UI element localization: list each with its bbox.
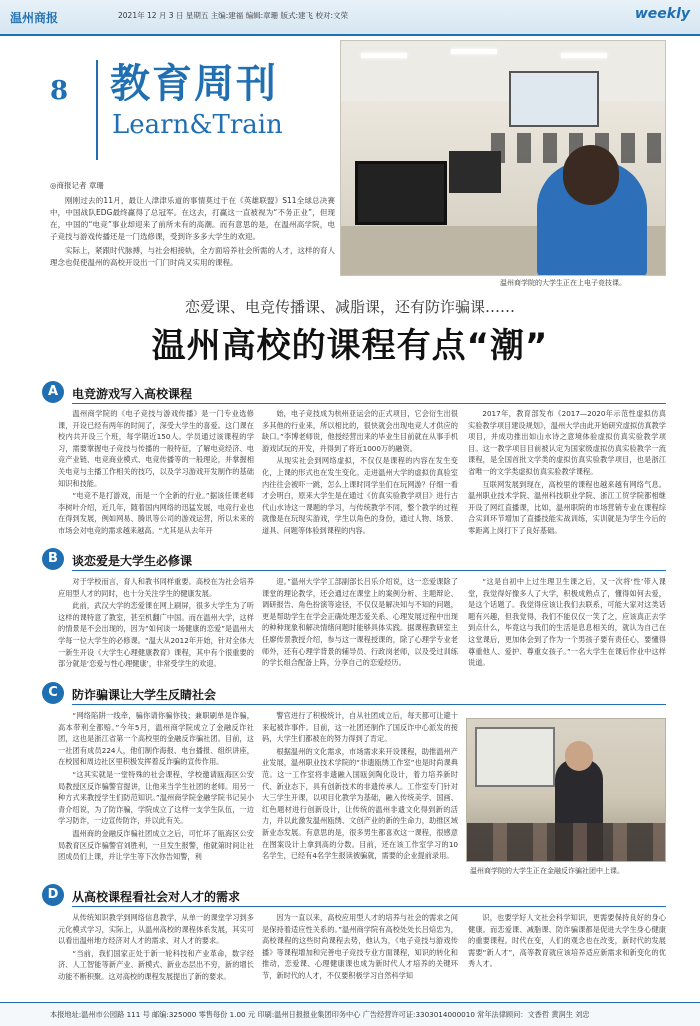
section-b-rule [72,570,666,571]
paragraph: 互联网发展到现在，高校里的课程也越来越有网络气息。温州职业技术学院、温州科技职业学院、浙江工贸学院都相继开设了网红直播课，比如，温州职院的市场营销专业在课程综合实训环节增加了直播技能实战训练，实训就是为学生今后的零距离上岗打下了良好基础。 [468,479,666,535]
section-d-column-1 [58,912,254,998]
section-a-column-3 [468,408,666,560]
footer-text: 本报地址:温州市公园路 111 号 邮编:325000 零售每份 1.00 元 印刷:温州日报报业集团印务中心 广告经营许可证:3303014000010 常年法律顾问：文香哲 黄润生 刘忠 [50,1010,590,1019]
paragraph: “当前，我们国家正处于新一轮科技和产业革命，数字经济、人工智能等新产业、新模式、新业态层出不穷，新的增长动能不断积聚。这对高校的课程发展提出了新的要求。 [58,948,254,981]
section-c-column-1 [58,710,254,880]
section-b-column-1 [58,576,254,680]
student-head [563,145,619,205]
section-d-badge: D [42,884,64,906]
weekly-label: weekly [634,6,690,22]
classroom-board [475,727,555,787]
section-a-rule [72,403,666,404]
section-c-rule [72,704,666,705]
paragraph: “这其实就是一堂特殊的社会课程，学校邀请瓯海区公安局教授区反诈骗警官提讲，让他来当学生社团的老师。用另一种方式来教授学生们防范知识。”温州商学院金融学院书记吴小青介绍说，为了防诈骗，学院成立了这样一支学生队伍，一边学习防诈，一边宣传防诈，并以此有关。 [58,769,254,826]
header-divider [96,60,98,160]
paragraph: “网络陷阱一线牵，骗你请你骗你钱；兼职刷单是诈骗，高本带利全都赔。”今年5月，温州商学院成立了金融反诈社团，这也是浙江省第一个高校里的金融反诈骗社团。目前，这一社团有成员224人，他们制作海报、电台播报、组织讲座，在校园和周边社区里积极发挥着反诈骗的宣传作用。 [58,711,254,767]
paragraph: 根据温州的文化需求，市场需求来开设课程，助推温州产业发展，温州职业技术学院的“非遗瓯绣工作室”也是时尚课典范。这一工作室将非遗融入国瓯剑陶化设计，着力培养新时代、新业态下，具有创新技术的非遗传承人。工作室专门针对大三学生开课，以项目化教学为基础，融入传统美学、国画、红色题材进行创新设计，让传统的温州非遗文化得到新的活力，并以此激发温州瓯绣、文创产业的新的生命力，助推区域新业态发展。有意思的是，很多男生都喜欢这一课程，很感意在图案设计上拿到高的分数。目前，还在该工作室学习的10名学生，已经有4名学生报读被骗就，需要的企业提前录用。 [262,746,458,861]
paragraph: 从传统知识教学到网络信息教学，从单一的课堂学习到多元化模式学习，实际上，从温州高校的课程体系发展，其实可以看出温州地方经济对人才的需求、对人才的要求。 [58,913,254,946]
paper-name: 温州商报 [10,11,59,25]
paragraph: 2017年，教育部发布《2017—2020年示范性虚拟仿真实验教学项目建设规划》，温州大学由此开始研究虚拟仿真教学项目，并成功推出如山水诗之意境体验虚拟仿真实验教学项目。这一教学项目目前被认定为国家级虚拟仿真实验教学一流课程，是全国首批文学类的虚拟仿真实验教学项目，也是浙江省唯一的文学类虚拟仿真实验教学课程。 [468,409,666,476]
ceiling-light [561,53,607,58]
paragraph: 此前，武汉大学的恋爱课在网上刷屏，很多大学生为了听这样的课特意了教室，甚至机翻广中国。而在温州大学，这样的情景是不会出现的，因为“如何谈一场健康的恋爱”是温州大学每一位大学生的必修课。“温大从2012年开始，针对全体大一新生开设《大学生心理健康教育》课程，其中有个很重要的部分就是‘恋爱与性心理健康’，非常受学生的欢迎。 [58,601,254,669]
masthead-bar [0,0,700,36]
paragraph: “这是自初中上过生理卫生课之后，又一次将‘性’带入课堂，我觉得好像多人了大学，积极成熟点了，懂得如何去爱，是这个话题了。我觉得应该让我们去联系，可能大家对这类话题有兴趣，但我觉得，我们不能仅仅一笑了之，应该真正去学到点什么，毕竟这与我们的生活是息息相关的，就认为自己在这堂课后，更加体会到了作为一个男孩子要有责任心，要懂得尊重他人、爱护、尊重女孩子。”一名大学生在课后作业中这样说道。 [468,577,666,668]
computer-monitor [355,161,447,225]
paragraph: 因为一直以来，高校应用型人才的培养与社会的需求之间是保持着适应性关系的。”温州商学院有高校处处长吕焙忠为，高校课程的这些时尚课程去势，他认为，《电子竞技与游戏传播》等课程增加和完善电子竞技专业方面课程，知识的转化和推动，恋爱课、心理健康课也成为新时代人才培养的关键环节，新时代的人才，不仅要积极学习自然科学知 [262,913,458,980]
paragraph: 从现实社会到网络虚拟，不仅仅是课程的内容在发生变化，上课的形式也在发生变化。走进温州大学的虚拟仿真验室内往往会被吓一跳，怎么上课时同学坐们在玩网游？仔细一看才会明白，原来大学生是在通过《仿真实验教学项目》进行古代山水诗这一课题的学习，与传统教学不同，整个教学的过程就像是在玩现实游戏，学生以角色的身份，通过人物、场景、道具、问题等体验到课程的内容。 [262,456,458,535]
intro-text [50,195,335,271]
section-d-rule [72,906,666,907]
section-c-photo-caption: 温州商学院的大学生正在金融反诈骗社团中上课。 [470,867,624,875]
paragraph: 温州商学院的《电子竞技与游戏传播》是一门专业选修课，开设已经有两年的时间了，深受大学生的喜爱。这门课在校内共开设三个班，每学期近150人。学员通过该课程的学习，需要掌握电子竞技与传播的一般特征，了解电竞经济、电竞产业链、电竞商业模式、电竞传播等的一般理论，并掌握相关电竞与主播工作相关的技巧，以及学习游戏开发制作的基础知识和技能。 [58,409,254,488]
section-title: 教育周刊 [110,60,278,107]
section-d-column-2 [262,912,458,998]
section-b-column-3 [468,576,666,680]
ceiling-light [361,53,407,58]
byline: ◎商报记者 章珊 [50,181,104,190]
paragraph: 识，也要学好人文社会科学知识，更需要保持良好的身心健康。而恋爱课、减脂课、防诈骗课都是促进大学生身心健康的重要课程。时代在变，人们的观念也在改变，新时代的发展需要“新人才”，高等教育就应该培养适应新需求和新变化的优秀人才。 [468,913,666,969]
intro-paragraph: 实际上，紧跟时代脉搏，与社会相接轨，全方面培养社会所需的人才，这样的育人理念也促使温州的高校开设出一门门时尚又实用的课程。 [50,246,335,267]
intro-paragraph: 刚刚过去的11月，最让人津津乐道的事情莫过于在《英雄联盟》S11全球总决赛中，中国战队EDG最终赢得了总冠军。在这去，打赢这一直被视为“不务正业”，但现在，中国的“电竞”事业却迎来了前所未有的高潮。而有意思的是，在温州高学院，电子竞技与游戏传播还是一门选修课，受到许多多大学生的欢迎。 [50,196,335,241]
esports-class-photo [340,40,666,276]
section-d-column-3 [468,912,666,998]
headline: 温州高校的课程有点“潮” [151,326,549,366]
paragraph: 始，电子竞技成为杭州亚运会的正式项目，它会衍生出很多其他的行业来，所以相比的，很快就会出现电竞人才供应的缺口。”李博老师说，他授经营出来的毕业生目前就在从事手机游戏试玩的开发，并得到了将近1000万的融资。 [262,409,458,453]
section-c-badge: C [42,682,64,704]
section-b-badge: B [42,548,64,570]
section-subtitle: Learn&Train [112,110,283,140]
section-c-column-2 [262,710,458,880]
paragraph: “电竞不是打游戏，而是一个全新的行业。”据该任课老师李树叶介绍，近几年，随着国内网络的迅猛发展，电竞行业也在得到发展，例如网易、腾讯等公司的游戏运营，所以未来的市场会对电竞的需求越来越高。“尤其是从去年开 [58,491,254,535]
projector-screen [509,71,599,127]
ceiling-light [451,49,497,54]
photo-ceiling [341,41,666,101]
anti-fraud-class-photo [466,718,666,862]
section-b-title: 谈恋爱是大学生必修课 [72,554,193,568]
paragraph: 迎。”温州大学学工部副部长吕乐介绍说，这一恋爱课除了课堂的理论教学，还会通过在课堂上的案例分析、主题辩论、调研报告、角色扮演等途径，不仅仅是解决知与不知的问题，更是帮助学生在学会正确处理恋爱关系、心理发展过程中出现的种种现象和解决情绪问题时能够具体实践。据课程教研室主任廖传景教授介绍，参与这一课程授课的，除了心理学专业老师外，还有心理学背景的辅导员、行政岗老师，以及受过训练的学长组合配备上阵，分享自己的恋爱经历。 [262,577,458,668]
section-a-title: 电竞游戏写入高校课程 [72,387,193,401]
computer-monitor [449,151,501,193]
kicker: 恋爱课、电竞传播课、减脂课，还有防诈骗课…… [184,298,515,316]
page-number: 8 [50,76,69,106]
lecturer-head [565,741,593,771]
section-a-badge: A [42,381,64,403]
issue-meta-line: 2021年 12 月 3 日 星期五 主编:建福 编辑:章珊 版式:建飞 校对:文荣 [118,11,348,20]
paragraph: 温州商的金融反诈骗社团成立之后，可忙坏了瓯海区公安局教育区反诈骗警官刘胜利，一旦发生报警，他就第时间让社团成员们上课，并让学生等下次你告知警，利 [58,828,254,862]
section-d-title: 从高校课程看社会对人才的需求 [72,890,241,904]
section-a-column-1 [58,408,254,560]
top-photo-caption: 温州商学院的大学生正在上电子竞技课。 [500,279,626,287]
audience-figures [467,823,666,862]
section-b-column-2 [262,576,458,680]
footer [0,1002,700,1026]
section-a-column-2 [262,408,458,560]
section-c-title: 防诈骗课让大学生反睛社会 [72,688,217,702]
paragraph: 警官进行了积极统计，自从社团成立后，每天都可让避十来起被诈事件。目前，这一社团还制作了国反诈中心派发的接码，大学生们都被在的努力得到了肯定。 [262,711,458,744]
masthead [0,0,700,38]
paragraph: 对于学校而言，育人和教书同样重要。高校在为社会培养应用型人才的同时，也十分关注学生的健康发展。 [58,577,254,598]
